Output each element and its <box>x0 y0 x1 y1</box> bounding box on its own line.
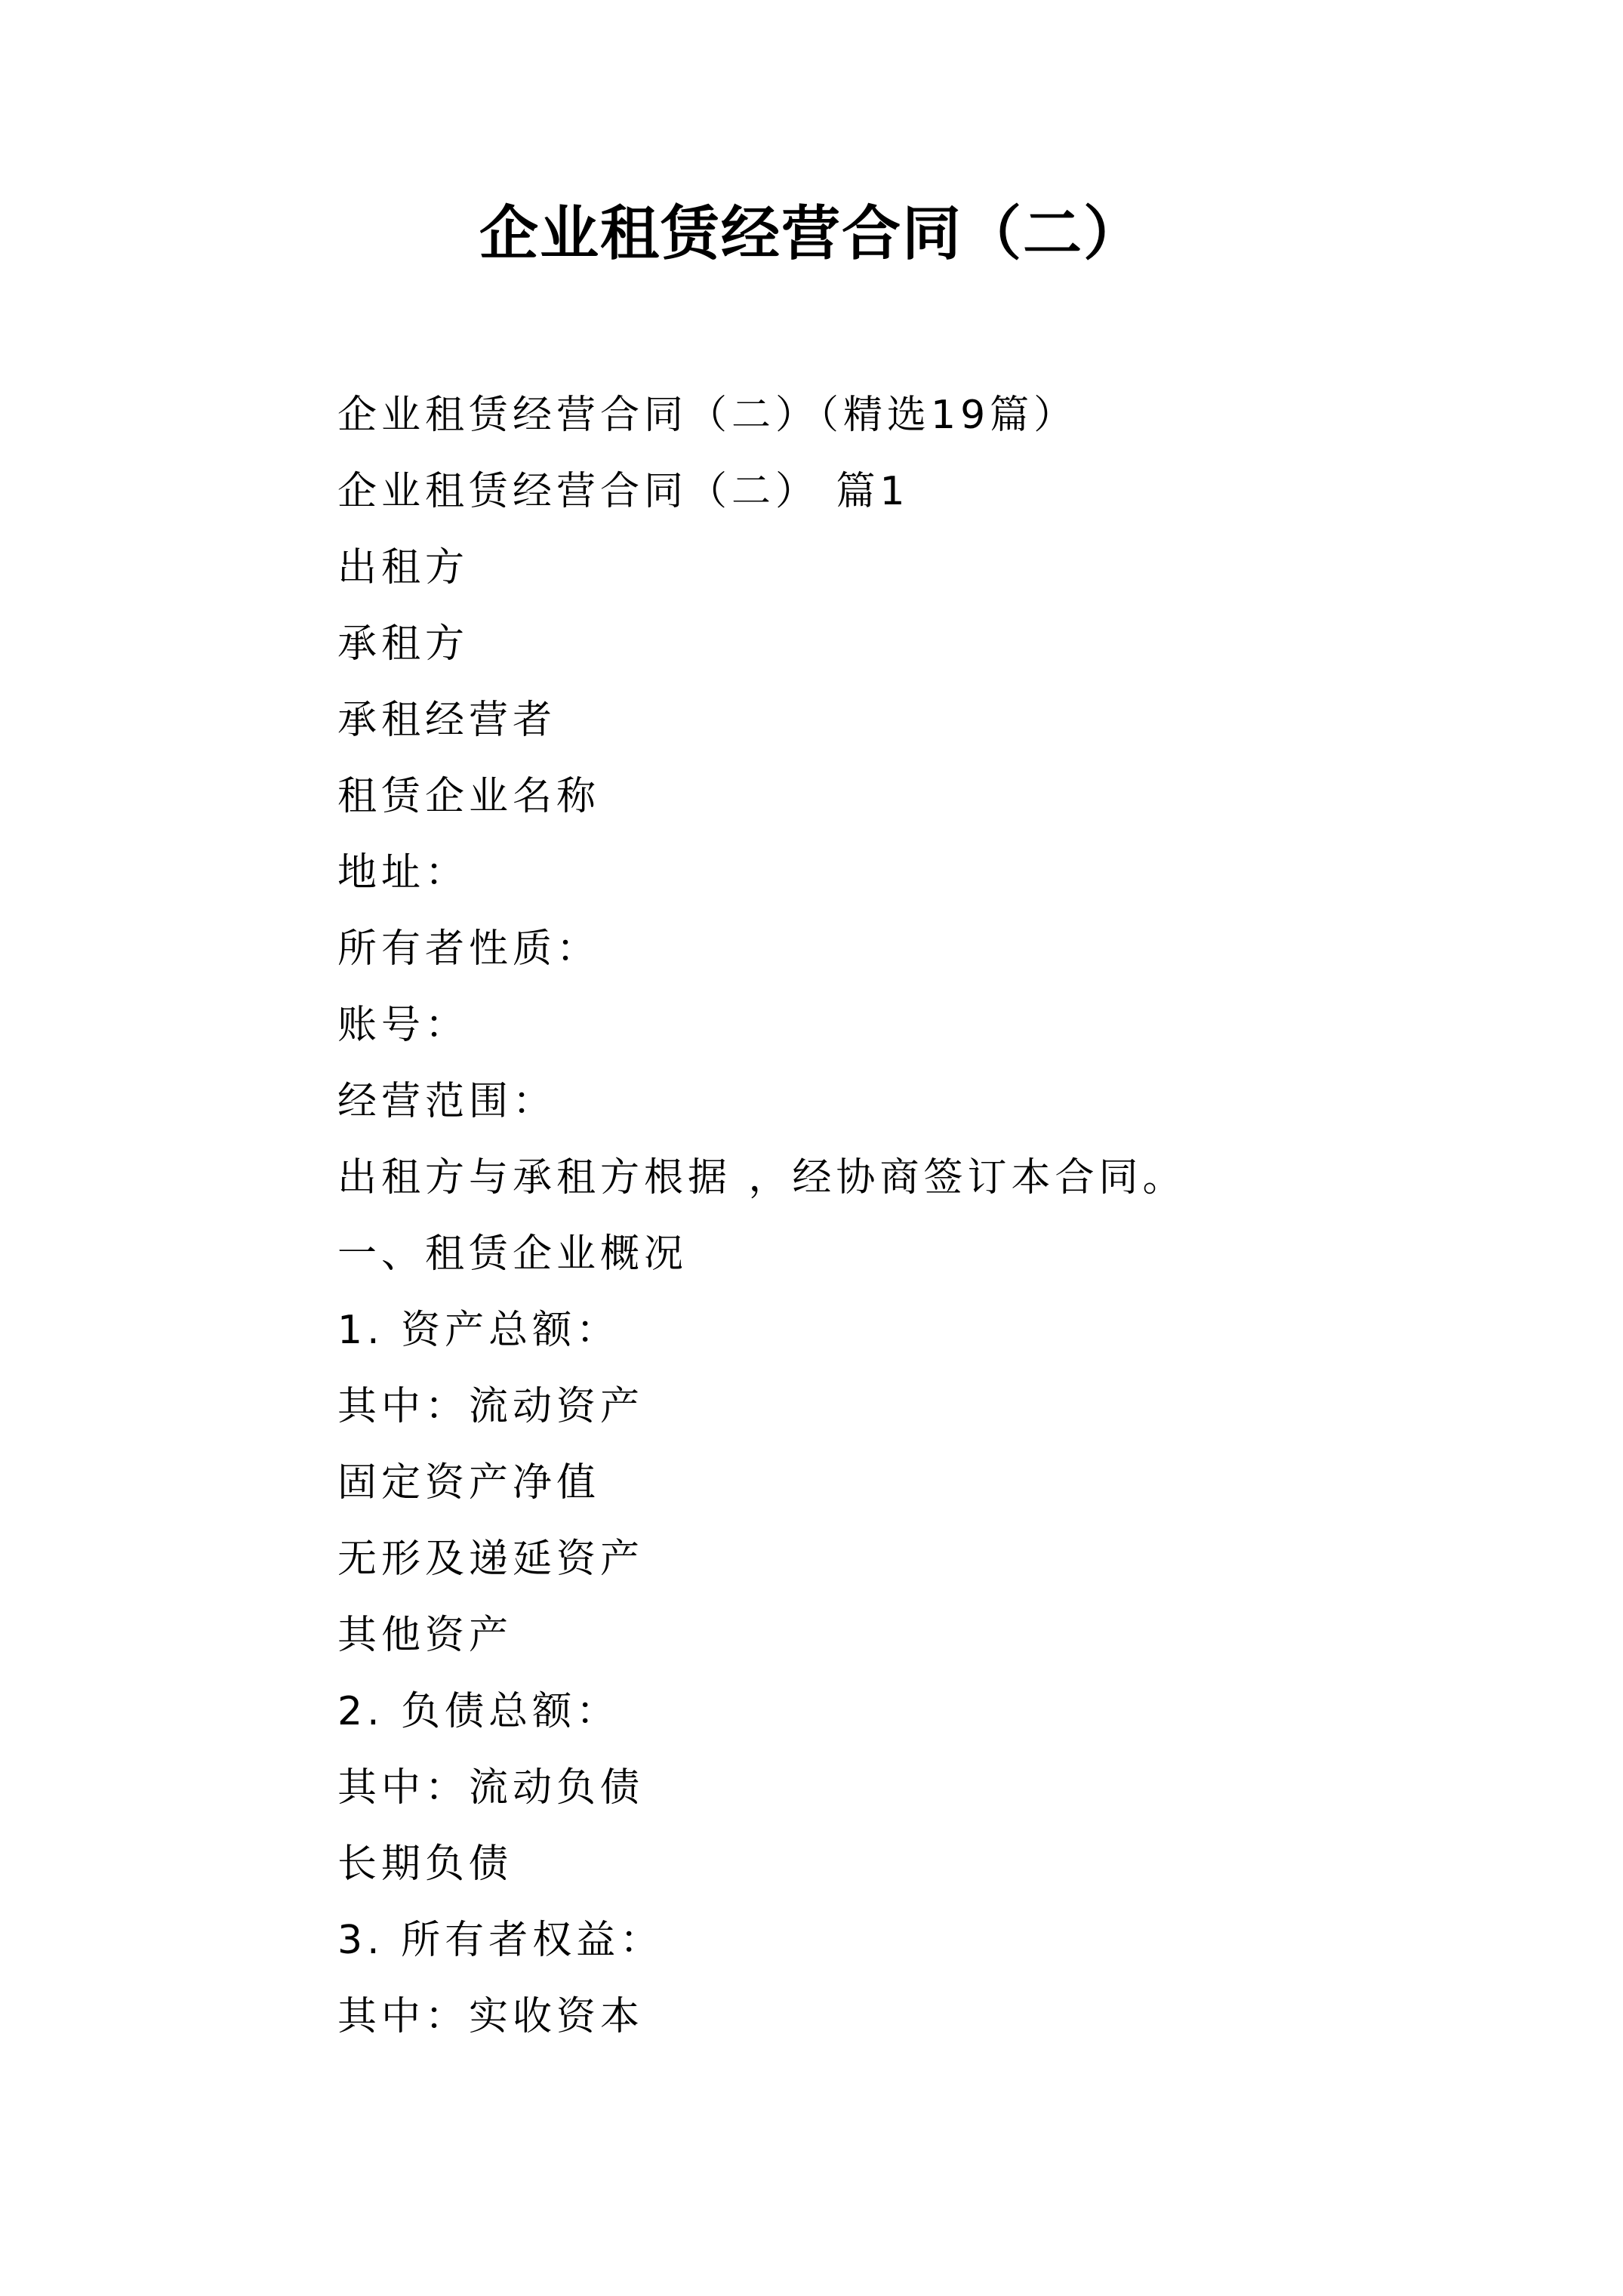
text-line: 经营范围： <box>337 1079 557 1124</box>
text-line: 账号： <box>337 1003 470 1048</box>
text-line: 承租方 <box>337 621 470 667</box>
text-line: 固定资产净值 <box>337 1460 601 1505</box>
document-title: 企业租赁经营合同（二） <box>479 199 1144 268</box>
text-line: 其中：实收资本 <box>337 1994 645 2039</box>
text-line: 其中：流动资产 <box>337 1384 645 1429</box>
text-line: 承租经营者 <box>337 698 557 743</box>
text-line: 企业租赁经营合同（二）（精选19篇） <box>337 393 1078 438</box>
text-line: 出租方 <box>337 545 470 590</box>
text-line: 地址： <box>337 850 470 895</box>
text-line: 3. 所有者权益： <box>337 1918 664 1963</box>
text-line: 1. 资产总额： <box>337 1308 621 1353</box>
text-line: 2. 负债总额： <box>337 1689 621 1734</box>
text-line: 所有者性质： <box>337 926 601 972</box>
text-line: 其他资产 <box>337 1613 513 1658</box>
text-line: 长期负债 <box>337 1841 513 1887</box>
section-heading: 一、租赁企业概况 <box>337 1231 688 1277</box>
text-line: 出租方与承租方根据 ，经协商签订本合同。 <box>337 1155 1187 1200</box>
text-line: 租赁企业名称 <box>337 774 601 819</box>
document-body <box>337 378 1470 2055</box>
text-line: 其中：流动负债 <box>337 1765 645 1811</box>
text-line: 企业租赁经营合同（二） 篇1 <box>337 469 910 514</box>
text-line: 无形及递延资产 <box>337 1536 645 1582</box>
